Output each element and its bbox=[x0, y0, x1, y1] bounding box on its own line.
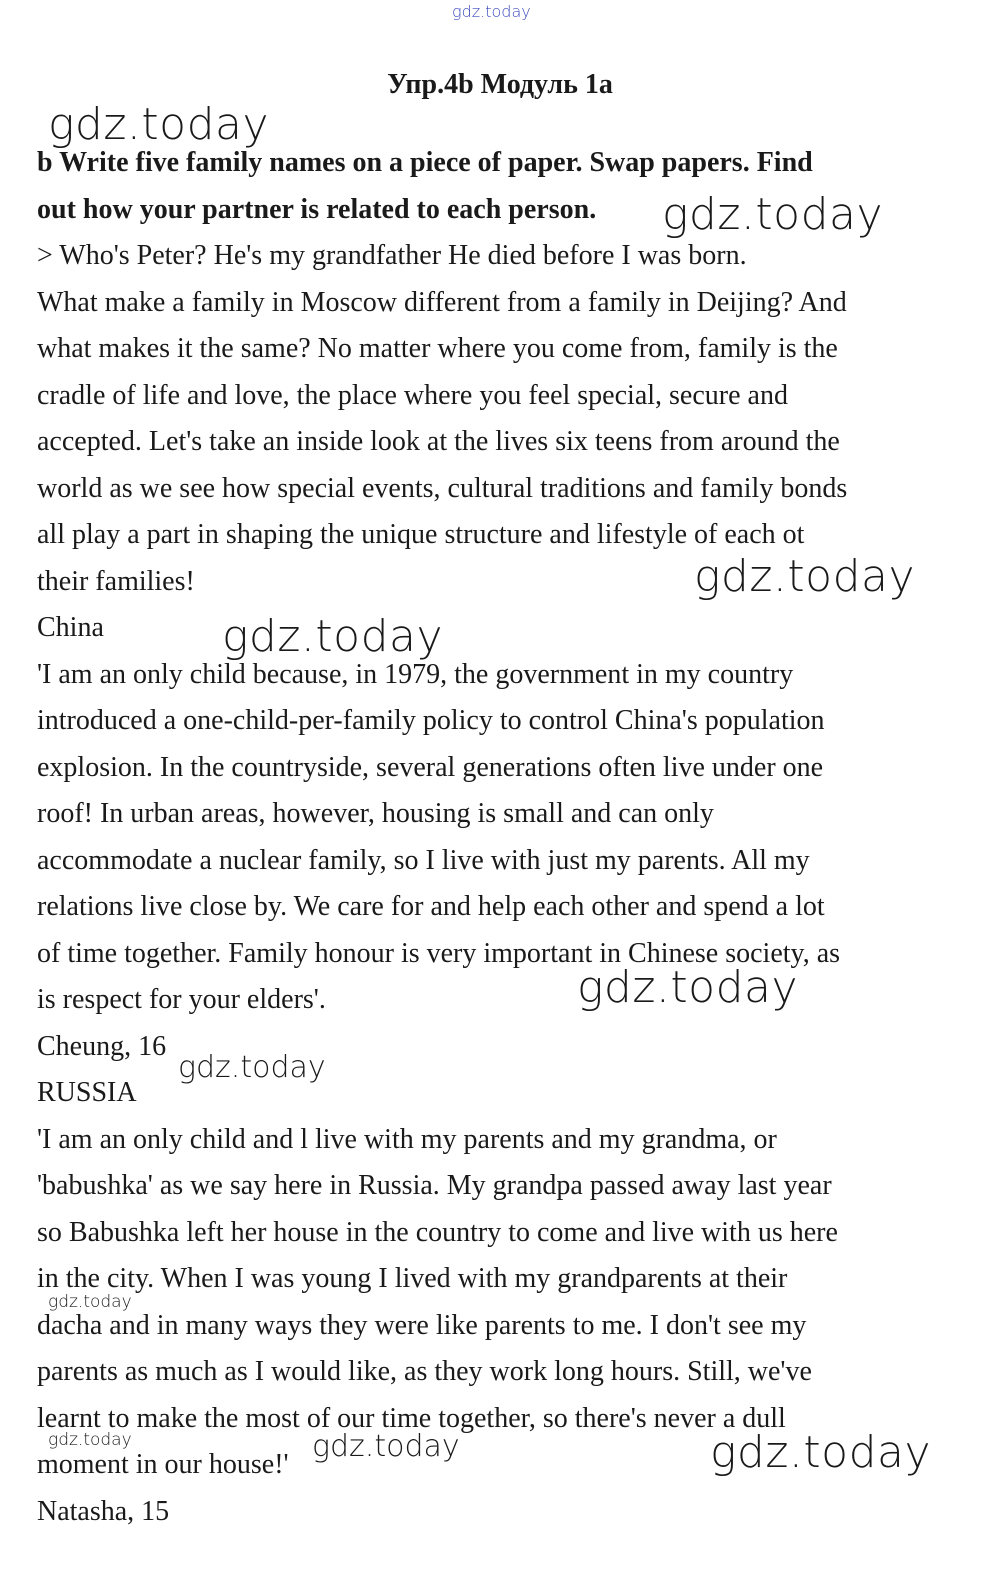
russia-line: parents as much as I would like, as they work long hours. Still, we've bbox=[37, 1356, 812, 1387]
watermark: gdz.today bbox=[178, 1050, 326, 1085]
watermark: gdz.today bbox=[48, 99, 270, 150]
watermark: gdz.today bbox=[312, 1429, 460, 1464]
china-line: is respect for your elders'. bbox=[37, 984, 326, 1015]
russia-signature: Natasha, 15 bbox=[37, 1496, 170, 1527]
intro-line: What make a family in Moscow different from a family in Deijing? And bbox=[37, 287, 847, 318]
watermark: gdz.today bbox=[662, 189, 884, 240]
intro-line: world as we see how special events, cultural traditions and family bonds bbox=[37, 473, 848, 504]
page-title: Упр.4b Модуль 1a bbox=[387, 69, 613, 100]
watermark: gdz.today bbox=[222, 611, 444, 662]
russia-line: 'babushka' as we say here in Russia. My grandpa passed away last year bbox=[37, 1170, 832, 1201]
watermark: gdz.today bbox=[48, 1292, 132, 1312]
top-watermark: gdz.today bbox=[452, 2, 531, 21]
china-line: relations live close by. We care for and help each other and spend a lot bbox=[37, 891, 825, 922]
intro-line: cradle of life and love, the place where you feel special, secure and bbox=[37, 380, 788, 411]
russia-line: learnt to make the most of our time together, so there's never a dull bbox=[37, 1403, 786, 1434]
intro-line: their families! bbox=[37, 566, 195, 597]
watermark: gdz.today bbox=[694, 551, 916, 602]
china-line: 'I am an only child because, in 1979, the government in my country bbox=[37, 659, 794, 690]
example-line: > Who's Peter? He's my grandfather He died before I was born. bbox=[37, 240, 747, 271]
intro-line: all play a part in shaping the unique structure and lifestyle of each ot bbox=[37, 519, 805, 550]
watermark: gdz.today bbox=[48, 1430, 132, 1450]
task-line-2: out how your partner is related to each person. bbox=[37, 194, 597, 225]
china-line: roof! In urban areas, however, housing is small and can only bbox=[37, 798, 714, 829]
section-heading-china: China bbox=[37, 612, 104, 643]
china-signature: Cheung, 16 bbox=[37, 1031, 167, 1062]
china-line: accommodate a nuclear family, so I live with just my parents. All my bbox=[37, 845, 810, 876]
russia-line: 'I am an only child and l live with my parents and my grandma, or bbox=[37, 1124, 777, 1155]
russia-line: in the city. When I was young I lived with my grandparents at their bbox=[37, 1263, 788, 1294]
china-line: of time together. Family honour is very important in Chinese society, as bbox=[37, 938, 841, 969]
intro-line: accepted. Let's take an inside look at the lives six teens from around the bbox=[37, 426, 840, 457]
watermark: gdz.today bbox=[710, 1427, 932, 1478]
russia-line: moment in our house!' bbox=[37, 1449, 289, 1480]
intro-line: what makes it the same? No matter where you come from, family is the bbox=[37, 333, 838, 364]
russia-line: dacha and in many ways they were like parents to me. I don't see my bbox=[37, 1310, 807, 1341]
watermark: gdz.today bbox=[577, 962, 799, 1013]
china-line: explosion. In the countryside, several generations often live under one bbox=[37, 752, 824, 783]
china-line: introduced a one-child-per-family policy to control China's population bbox=[37, 705, 825, 736]
russia-line: so Babushka left her house in the country to come and live with us here bbox=[37, 1217, 838, 1248]
section-heading-russia: RUSSIA bbox=[37, 1077, 137, 1108]
task-line-1: b Write five family names on a piece of paper. Swap papers. Find bbox=[37, 147, 813, 178]
